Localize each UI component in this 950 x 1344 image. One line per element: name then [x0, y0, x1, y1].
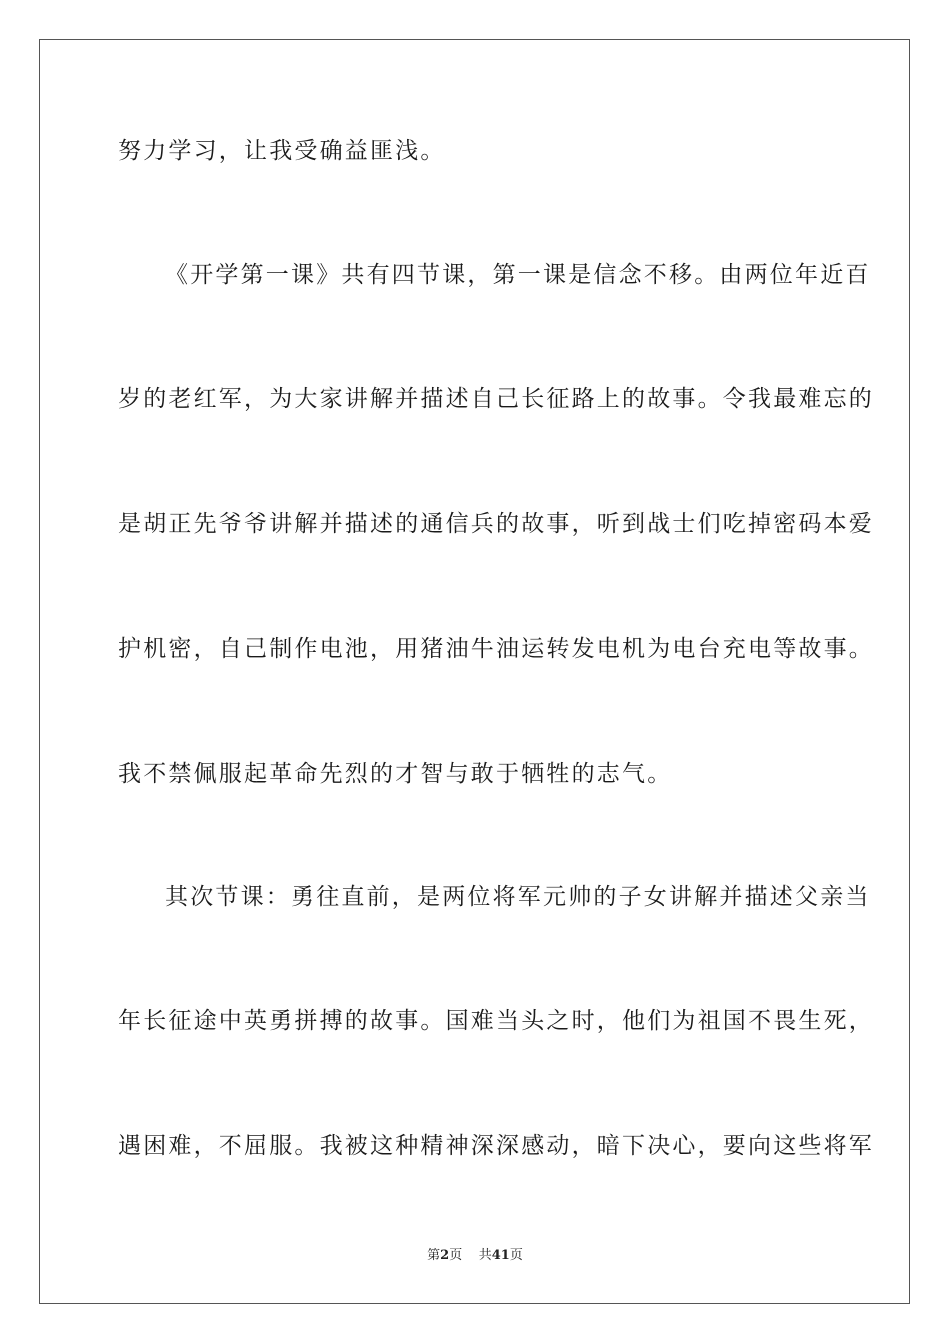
footer-page-prefix: 第 [427, 1248, 441, 1263]
paragraph-line-5: 护机密，自己制作电池，用猪油牛油运转发电机为电台充电等故事。 [118, 636, 874, 662]
page-footer [0, 1247, 950, 1265]
paragraph-line-9: 遇困难，不屈服。我被这种精神深深感动，暗下决心，要向这些将军 [118, 1133, 874, 1159]
footer-page-number: 2 [440, 1248, 450, 1263]
page-border [39, 39, 910, 1304]
paragraph-line-7: 其次节课：勇往直前，是两位将军元帅的子女讲解并描述父亲当 [165, 884, 871, 910]
footer-page-suffix: 页 [449, 1248, 463, 1263]
footer-total-pages: 41 [491, 1248, 510, 1263]
paragraph-line-1: 努力学习，让我受确益匪浅。 [118, 138, 446, 164]
footer-total-suffix: 页 [509, 1248, 523, 1263]
paragraph-line-3: 岁的老红军，为大家讲解并描述自己长征路上的故事。令我最难忘的 [118, 386, 874, 412]
footer-total-prefix: 共 [478, 1248, 492, 1263]
paragraph-line-8: 年长征途中英勇拼搏的故事。国难当头之时，他们为祖国不畏生死， [118, 1008, 874, 1034]
paragraph-line-2: 《开学第一课》共有四节课，第一课是信念不移。由两位年近百 [165, 262, 871, 288]
paragraph-line-4: 是胡正先爷爷讲解并描述的通信兵的故事，听到战士们吃掉密码本爱 [118, 511, 874, 537]
paragraph-line-6: 我不禁佩服起革命先烈的才智与敢于牺牲的志气。 [118, 761, 673, 787]
